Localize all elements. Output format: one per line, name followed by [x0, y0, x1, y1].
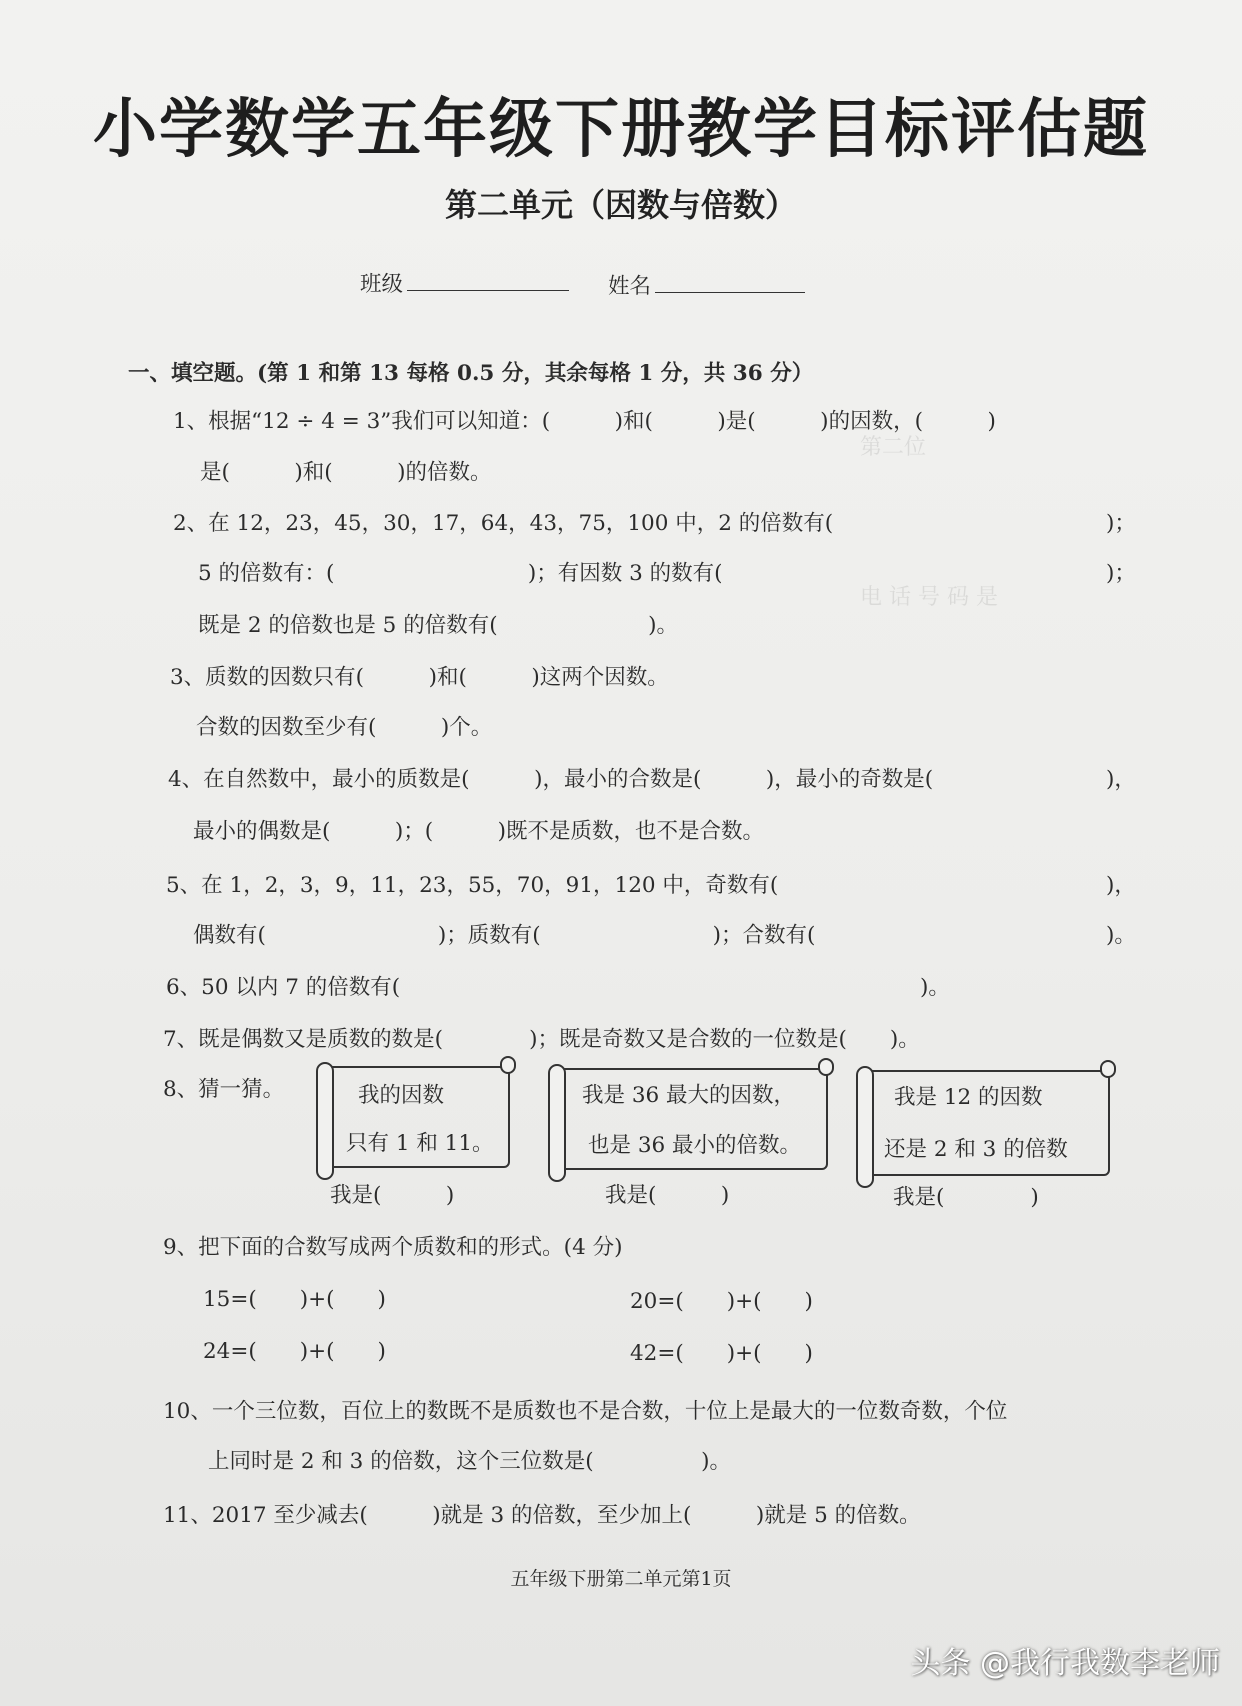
riddle-3-line-2: 还是 2 和 3 的倍数 — [884, 1137, 1068, 1162]
question-2-line-1-end: )； — [1106, 511, 1136, 536]
question-6-end: )。 — [920, 975, 950, 1000]
question-4-line-1: 4、在自然数中，最小的质数是( )，最小的合数是( )，最小的奇数是( — [168, 767, 934, 792]
bleed-through-text: 电 话 号 码 是 — [860, 585, 998, 610]
riddle-scroll-3 — [866, 1070, 1110, 1176]
riddle-1-line-1: 我的因数 — [358, 1083, 445, 1108]
question-2-line-2: 5 的倍数有：( )；有因数 3 的数有( — [198, 561, 723, 586]
question-5-line-1-end: )， — [1106, 873, 1136, 898]
bleed-through-text: 第二位 — [860, 435, 927, 460]
question-9: 9、把下面的合数写成两个质数和的形式。(4 分) — [163, 1235, 623, 1260]
question-6: 6、50 以内 7 的倍数有( — [166, 975, 401, 1000]
question-5-line-1: 5、在 1，2，3，9，11，23，55，70，91，120 中，奇数有( — [166, 873, 779, 898]
class-blank[interactable] — [407, 268, 569, 291]
question-1-line-1: 1、根据“12 ÷ 4 = 3”我们可以知道：( )和( )是( )的因数，( ) — [173, 409, 996, 434]
riddle-1-answer: 我是( ) — [330, 1183, 455, 1208]
riddle-3-answer: 我是( ) — [893, 1185, 1039, 1210]
page-title: 小学数学五年级下册教学目标评估题 — [93, 93, 1149, 167]
riddle-scroll-1 — [326, 1066, 510, 1168]
question-5-line-2-end: )。 — [1106, 923, 1136, 948]
class-field[interactable] — [360, 268, 569, 299]
question-9-item-4: 42=( )+( ) — [630, 1341, 813, 1366]
class-label: 班级 — [360, 272, 404, 297]
question-8-label: 8、猜一猜。 — [163, 1077, 285, 1102]
page-footer: 五年级下册第二单元第1页 — [510, 1568, 732, 1590]
watermark: 头条 @我行我数李老师 — [910, 1646, 1220, 1681]
section-heading: 一、填空题。(第 1 和第 13 每格 0.5 分，其余每格 1 分，共 36 分） — [128, 361, 814, 386]
question-3-line-1: 3、质数的因数只有( )和( )这两个因数。 — [170, 665, 669, 690]
question-2-line-1: 2、在 12，23，45，30，17，64，43，75，100 中，2 的倍数有( — [173, 511, 834, 536]
page-subtitle: 第二单元（因数与倍数） — [444, 186, 797, 224]
question-1-line-2: 是( )和( )的倍数。 — [200, 460, 492, 485]
name-blank[interactable] — [655, 270, 805, 293]
riddle-2-line-1: 我是 36 最大的因数， — [582, 1083, 796, 1108]
question-2-line-2-end: )； — [1106, 561, 1136, 586]
riddle-scroll-2 — [558, 1068, 828, 1170]
question-2-line-3: 既是 2 的倍数也是 5 的倍数有( )。 — [198, 613, 678, 638]
riddle-3-line-1: 我是 12 的因数 — [894, 1085, 1043, 1110]
question-4-line-1-end: )， — [1106, 767, 1136, 792]
riddle-2-line-2: 也是 36 最小的倍数。 — [588, 1133, 802, 1158]
question-9-item-3: 24=( )+( ) — [203, 1339, 386, 1364]
question-10-line-1: 10、一个三位数，百位上的数既不是质数也不是合数，十位上是最大的一位数奇数，个位 — [163, 1399, 1008, 1424]
question-9-item-2: 20=( )+( ) — [630, 1289, 813, 1314]
question-11: 11、2017 至少减去( )就是 3 的倍数，至少加上( )就是 5 的倍数。 — [163, 1503, 921, 1528]
name-field[interactable] — [608, 270, 805, 301]
riddle-2-answer: 我是( ) — [605, 1183, 730, 1208]
question-9-item-1: 15=( )+( ) — [203, 1287, 386, 1312]
question-7: 7、既是偶数又是质数的数是( )；既是奇数又是合数的一位数是( )。 — [163, 1027, 920, 1052]
question-10-line-2: 上同时是 2 和 3 的倍数，这个三位数是( )。 — [208, 1449, 731, 1474]
question-3-line-2: 合数的因数至少有( )个。 — [196, 715, 493, 740]
riddle-1-line-2: 只有 1 和 11。 — [346, 1131, 494, 1156]
question-4-line-2: 最小的偶数是( )；( )既不是质数，也不是合数。 — [193, 819, 765, 844]
name-label: 姓名 — [608, 274, 652, 299]
question-5-line-2: 偶数有( )；质数有( )；合数有( — [193, 923, 816, 948]
